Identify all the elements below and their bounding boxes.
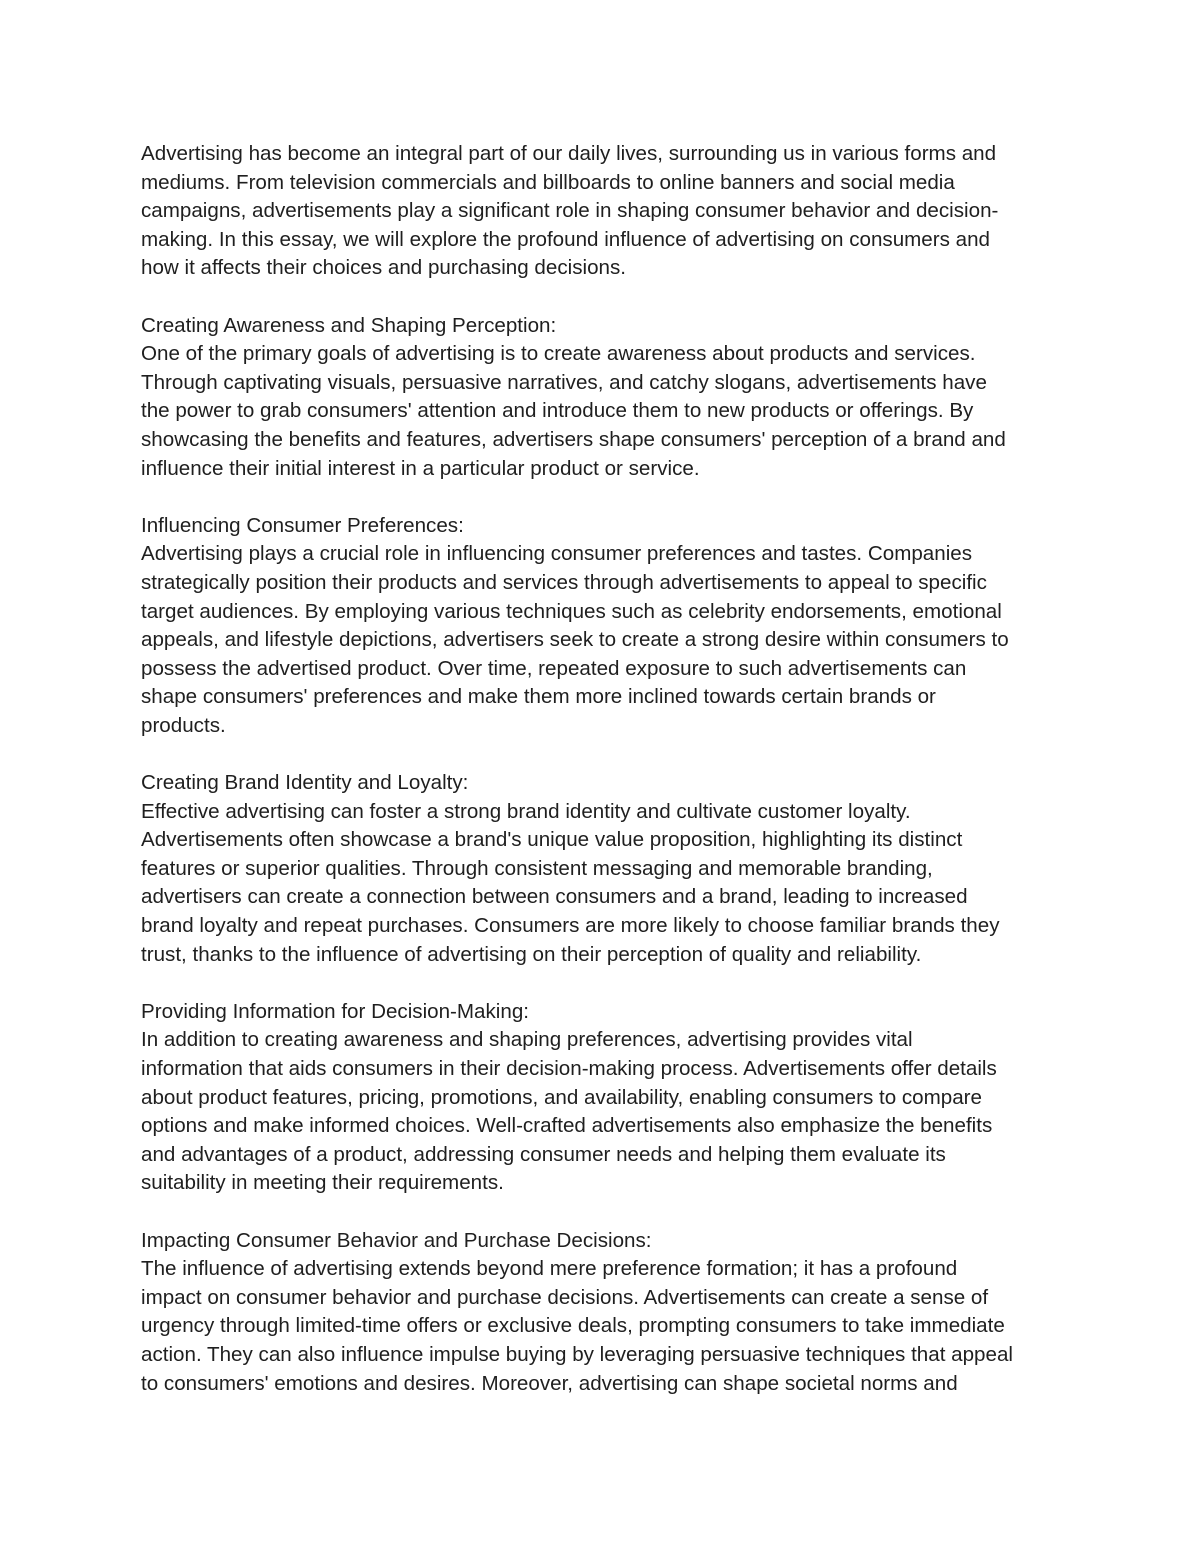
section-information — [141, 998, 1061, 1198]
text-line: strategically position their products and services through advertisements to appeal to specific — [141, 570, 987, 594]
section-awareness — [141, 312, 1061, 484]
text-line: campaigns, advertisements play a significant role in shaping consumer behavior and decision- — [141, 199, 999, 223]
text-line: and advantages of a product, addressing consumer needs and helping them evaluate its — [141, 1142, 946, 1166]
text-line: One of the primary goals of advertising is to create awareness about products and services. — [141, 342, 976, 366]
section-heading: Impacting Consumer Behavior and Purchase Decisions: — [141, 1228, 652, 1252]
text-line: the power to grab consumers' attention and introduce them to new products or offerings. By — [141, 399, 974, 423]
text-line: possess the advertised product. Over time, repeated exposure to such advertisements can — [141, 656, 967, 680]
text-line: impact on consumer behavior and purchase decisions. Advertisements can create a sense of — [141, 1285, 989, 1309]
paragraph-spacer — [141, 740, 1061, 769]
text-line: shape consumers' preferences and make them more inclined towards certain brands or — [141, 685, 936, 709]
text-line: products. — [141, 713, 226, 737]
text-line: mediums. From television commercials and billboards to online banners and social media — [141, 170, 955, 194]
text-line: features or superior qualities. Through consistent messaging and memorable branding, — [141, 856, 933, 880]
paragraph-spacer — [141, 483, 1061, 512]
text-line: appeals, and lifestyle depictions, advertisers seek to create a strong desire within consumers to — [141, 628, 1009, 652]
paragraph-spacer — [141, 1198, 1061, 1227]
text-line: influence their initial interest in a particular product or service. — [141, 456, 700, 480]
text-line: information that aids consumers in their decision-making process. Advertisements offer details — [141, 1057, 997, 1080]
text-line: Advertising plays a crucial role in influencing consumer preferences and tastes. Companies — [141, 542, 973, 566]
section-brand-identity — [141, 769, 1061, 969]
section-heading: Creating Brand Identity and Loyalty: — [141, 771, 469, 795]
text-line: Advertising has become an integral part of our daily lives, surrounding us in various forms and — [141, 142, 997, 165]
text-line: brand loyalty and repeat purchases. Consumers are more likely to choose familiar brands they — [141, 914, 1000, 938]
text-line: Through captivating visuals, persuasive narratives, and catchy slogans, advertisements have — [141, 370, 987, 394]
paragraph-spacer — [141, 283, 1061, 312]
section-heading: Influencing Consumer Preferences: — [141, 513, 464, 537]
text-line: advertisers can create a connection between consumers and a brand, leading to increased — [141, 885, 968, 909]
text-line: trust, thanks to the influence of advertising on their perception of quality and reliability. — [141, 942, 922, 966]
text-line: about product features, pricing, promotions, and availability, enabling consumers to compare — [141, 1085, 982, 1109]
document-body — [141, 140, 1061, 1398]
text-line: urgency through limited-time offers or exclusive deals, prompting consumers to take immediate — [141, 1314, 1005, 1338]
text-line: suitability in meeting their requirements. — [141, 1171, 504, 1195]
section-preferences — [141, 512, 1061, 741]
text-line: The influence of advertising extends beyond mere preference formation; it has a profound — [141, 1257, 958, 1281]
paragraph-spacer — [141, 969, 1061, 998]
text-line: Advertisements often showcase a brand's unique value proposition, highlighting its distinct — [141, 828, 963, 852]
text-line: making. In this essay, we will explore the profound influence of advertising on consumers and — [141, 227, 990, 251]
text-line: showcasing the benefits and features, advertisers shape consumers' perception of a brand and — [141, 427, 1006, 451]
text-line: how it affects their choices and purchasing decisions. — [141, 256, 626, 280]
section-heading: Creating Awareness and Shaping Perception: — [141, 313, 557, 337]
intro-paragraph — [141, 140, 1061, 283]
text-line: In addition to creating awareness and shaping preferences, advertising provides vital — [141, 1028, 913, 1052]
text-line: Effective advertising can foster a strong brand identity and cultivate customer loyalty. — [141, 799, 911, 823]
text-line: target audiences. By employing various techniques such as celebrity endorsements, emotional — [141, 599, 1002, 623]
section-behavior — [141, 1227, 1061, 1399]
text-line: options and make informed choices. Well-crafted advertisements also emphasize the benefits — [141, 1114, 993, 1138]
text-line: to consumers' emotions and desires. Moreover, advertising can shape societal norms and — [141, 1371, 958, 1395]
section-heading: Providing Information for Decision-Making: — [141, 999, 530, 1023]
text-line: action. They can also influence impulse buying by leveraging persuasive techniques that appeal — [141, 1342, 1013, 1366]
